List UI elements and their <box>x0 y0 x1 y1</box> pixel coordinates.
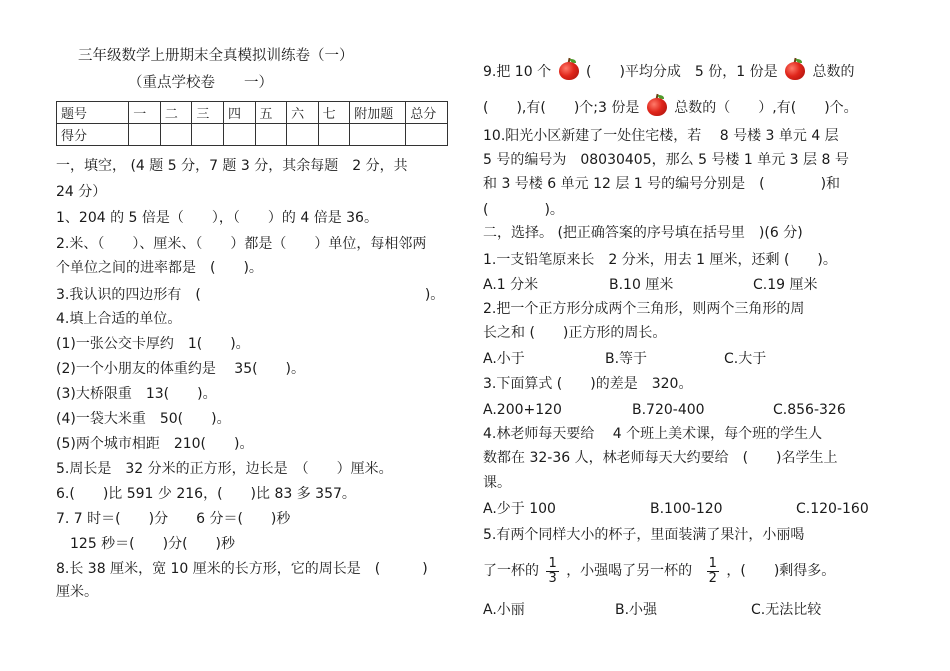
fraction-numerator: 1 <box>548 555 557 571</box>
score-cell[interactable] <box>255 124 287 146</box>
score-header-cell: 一 <box>129 102 161 124</box>
score-cell[interactable] <box>223 124 255 146</box>
question-text: (5)两个城市相距 210( )。 <box>56 436 254 452</box>
choice-question-4-cont: 课。 <box>483 475 511 491</box>
exam-title: 三年级数学上册期末全真模拟训练卷（一） <box>78 48 354 64</box>
score-header-cell: 总分 <box>406 102 448 124</box>
choice-question-1: 1.一支铅笔原来长 2 分米，用去 1 厘米，还剩 ( )。 <box>483 252 837 268</box>
score-cell[interactable] <box>406 124 448 146</box>
question-text: (4)一袋大米重 50( )。 <box>56 411 231 427</box>
question-10-text: ( )。 <box>483 202 564 218</box>
question-text: (3)大桥限重 13( )。 <box>56 386 217 402</box>
score-cell[interactable] <box>350 124 406 146</box>
section-1-heading: 一，填空， (4 题 5 分，7 题 3 分，其余每题 2 分，共 <box>56 158 408 174</box>
question-text: 125 秒＝( )分( )秒 <box>56 536 236 552</box>
score-header-cell: 五 <box>255 102 287 124</box>
score-header-cell: 三 <box>192 102 224 124</box>
apple-icon <box>646 94 668 116</box>
option-c[interactable]: C.无法比较 <box>751 602 822 618</box>
score-header-cell: 六 <box>287 102 319 124</box>
option-c[interactable]: C.大于 <box>724 351 767 367</box>
choice-question-5: 5.有两个同样大小的杯子，里面装满了果汁，小丽喝 <box>483 527 805 543</box>
question-text: 2.米、（ ）、厘米、（ ）都是（ ）单位，每相邻两 <box>56 236 427 252</box>
q9-text: 9.把 10 个 <box>483 64 552 80</box>
fraction-one-third <box>546 557 558 586</box>
question-text: 8.长 38 厘米，宽 10 厘米的长方形，它的周长是 ( ) <box>56 561 428 577</box>
fraction-denominator: 2 <box>708 570 717 586</box>
fraction-denominator: 3 <box>548 570 557 586</box>
score-header-cell: 二 <box>160 102 192 124</box>
option-a[interactable]: A.少于 100 <box>483 501 556 517</box>
option-a[interactable]: A.小于 <box>483 351 525 367</box>
option-b[interactable]: B.等于 <box>605 351 648 367</box>
choice-question-2: 2.把一个正方形分成两个三角形，则两个三角形的周 <box>483 301 805 317</box>
question-text: 5.周长是 32 分米的正方形，边长是 （ ）厘米。 <box>56 461 393 477</box>
option-c[interactable]: C.120-160 <box>796 501 869 517</box>
score-cell[interactable] <box>129 124 161 146</box>
score-cell[interactable] <box>287 124 319 146</box>
option-b[interactable]: B.小强 <box>615 602 658 618</box>
option-b[interactable]: B.720-400 <box>632 402 705 418</box>
score-cell[interactable] <box>318 124 350 146</box>
question-text: (2)一个小朋友的体重约是 35( )。 <box>56 361 306 377</box>
q9-text: ( )平均分成 5 份，1 份是 <box>585 64 778 80</box>
option-c[interactable]: C.856-326 <box>773 402 846 418</box>
q9-text: 总数的（ ）,有( )个。 <box>674 100 858 116</box>
section-2-heading: 二，选择。 (把正确答案的序号填在括号里 )(6 分) <box>483 225 803 241</box>
score-cell[interactable] <box>192 124 224 146</box>
q5-text: 了一杯的 <box>483 563 539 579</box>
option-a[interactable]: A.200+120 <box>483 402 562 418</box>
score-table <box>56 101 448 146</box>
question-9-line-1 <box>483 58 855 81</box>
section-1-heading-cont: 24 分） <box>56 184 107 200</box>
question-text: 1、204 的 5 倍是（ ），（ ）的 4 倍是 36。 <box>56 210 378 226</box>
score-header-cell: 四 <box>223 102 255 124</box>
score-header-cell: 七 <box>318 102 350 124</box>
choice-question-5-cont <box>483 552 835 590</box>
q5-text: ，( )剩得多。 <box>726 563 836 579</box>
choice-question-4: 4.林老师每天要给 4 个班上美术课，每个班的学生人 <box>483 426 823 442</box>
question-10-text: 10.阳光小区新建了一处住宅楼，若 8 号楼 3 单元 4 层 <box>483 128 839 144</box>
score-header-cell: 附加题 <box>350 102 406 124</box>
question-text: 7. 7 时＝( )分 6 分＝( )秒 <box>56 511 291 527</box>
question-text: 4.填上合适的单位。 <box>56 311 182 327</box>
question-text: 3.我认识的四边形有 ( )。 <box>56 287 445 303</box>
fraction-numerator: 1 <box>708 555 717 571</box>
question-text: 个单位之间的进率都是 ( )。 <box>56 260 263 276</box>
question-text: 厘米。 <box>56 584 98 600</box>
question-9-line-2 <box>483 94 858 117</box>
apple-icon <box>784 58 806 80</box>
score-cell[interactable] <box>160 124 192 146</box>
choice-question-3: 3.下面算式 ( )的差是 320。 <box>483 376 693 392</box>
option-b[interactable]: B.10 厘米 <box>609 277 674 293</box>
choice-question-2-cont: 长之和 ( )正方形的周长。 <box>483 325 667 341</box>
option-a[interactable]: A.1 分米 <box>483 277 539 293</box>
option-b[interactable]: B.100-120 <box>650 501 723 517</box>
fraction-one-half <box>707 557 719 586</box>
question-text: (1)一张公交卡厚约 1( )。 <box>56 336 250 352</box>
q9-text: ( ),有( )个;3 份是 <box>483 100 640 116</box>
score-header-cell: 题号 <box>57 102 129 124</box>
score-row-label: 得分 <box>57 124 129 146</box>
option-a[interactable]: A.小丽 <box>483 602 525 618</box>
q5-text: ，小强喝了另一杯的 <box>566 563 693 579</box>
choice-question-4-cont: 数都在 32-36 人，林老师每天大约要给 ( )名学生上 <box>483 450 838 466</box>
question-10-text: 5 号的编号为 08030405，那么 5 号楼 1 单元 3 层 8 号 <box>483 152 849 168</box>
apple-icon <box>558 58 580 80</box>
q9-text: 总数的 <box>812 64 855 80</box>
question-10-text: 和 3 号楼 6 单元 12 层 1 号的编号分别是 ( )和 <box>483 176 841 192</box>
score-header-row <box>57 102 448 124</box>
exam-subtitle: （重点学校卷 一） <box>128 75 273 91</box>
option-c[interactable]: C.19 厘米 <box>753 277 818 293</box>
question-text: 6.( )比 591 少 216，( )比 83 多 357。 <box>56 486 356 502</box>
score-entry-row <box>57 124 448 146</box>
